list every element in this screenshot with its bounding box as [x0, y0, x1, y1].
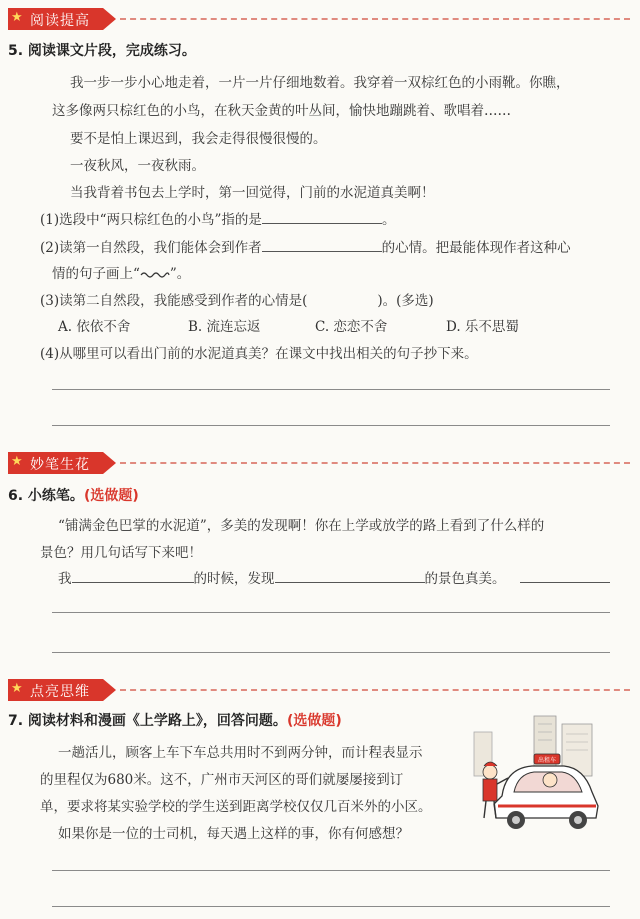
star-icon: ★: [11, 10, 23, 25]
option-d[interactable]: D. 乐不思蜀: [446, 319, 519, 335]
sub-question-3: (3)读第二自然段，我能感受到作者的心情是( )。(多选): [40, 293, 434, 309]
question-line: 如果你是一位的士司机，每天遇上这样的事，你有何感想？: [58, 826, 409, 842]
answer-line[interactable]: [52, 425, 610, 426]
sub-question-4: (4)从哪里可以看出门前的水泥道真美？在课文中找出相关的句子抄下来。: [40, 346, 478, 362]
answer-line[interactable]: [52, 870, 610, 871]
passage-line: 的里程仅为680米。这不，广州市天河区的哥们就屡屡接到订: [40, 772, 404, 788]
fill-sentence: 我 的时候，发现 的景色真美。: [58, 567, 610, 587]
sub-question-1: (1)选段中“两只棕红色的小鸟”指的是 。: [40, 212, 396, 228]
sub-question-2-line2: 情的句子画上“ ”。: [52, 266, 191, 282]
prompt-line: “铺满金色巴掌的水泥道”，多美的发现啊！你在上学或放学的路上看到了什么样的: [58, 518, 545, 534]
answer-blank[interactable]: [520, 570, 610, 583]
question-5-title: 5. 阅读课文片段，完成练习。: [8, 43, 196, 59]
taxi-sign-text: 出租车: [537, 757, 557, 764]
option-a[interactable]: A. 依依不舍: [58, 319, 131, 335]
wavy-underline-icon: [140, 271, 170, 279]
section-title: 点亮思维: [30, 684, 90, 700]
option-c[interactable]: C. 恋恋不舍: [315, 319, 388, 335]
answer-blank[interactable]: [262, 211, 382, 224]
passage-line: 一趟活儿，顾客上车下车总共用时不到两分钟，而计程表显示: [58, 745, 423, 761]
passage-line: 这多像两只棕红色的小鸟，在秋天金黄的叶丛间，愉快地蹦跳着、歌唱着……: [52, 103, 511, 119]
star-icon: ★: [11, 454, 23, 469]
sub-question-2: (2)读第一自然段，我们能体会到作者 的心情。把最能体现作者这种心: [40, 240, 571, 256]
passage-line: 我一步一步小心地走着，一片一片仔细地数着。我穿着一双棕红色的小雨靴。你瞧，: [70, 75, 570, 91]
question-6-title: 6. 小练笔。(选做题): [8, 488, 139, 504]
option-b[interactable]: B. 流连忘返: [188, 319, 261, 335]
taxi-cartoon-illustration: [472, 714, 602, 834]
passage-line: 一夜秋风，一夜秋雨。: [70, 158, 205, 174]
answer-blank[interactable]: [275, 570, 425, 583]
passage-line: 当我背着书包去上学时，第一回觉得，门前的水泥道真美啊！: [70, 185, 435, 201]
section-banner-think: [0, 677, 630, 703]
answer-line[interactable]: [52, 906, 610, 907]
answer-line[interactable]: [52, 612, 610, 613]
section-banner-write: [0, 450, 630, 476]
answer-blank[interactable]: [72, 570, 194, 583]
answer-line[interactable]: [52, 652, 610, 653]
passage-line: 要不是怕上课迟到，我会走得很慢很慢的。: [70, 131, 327, 147]
prompt-line: 景色？用几句话写下来吧！: [40, 545, 202, 561]
section-title: 妙笔生花: [30, 457, 90, 473]
section-title: 阅读提高: [30, 13, 90, 29]
answer-line[interactable]: [52, 389, 610, 390]
answer-blank[interactable]: [262, 239, 382, 252]
passage-line: 单，要求将某实验学校的学生送到距离学校仅仅几百米外的小区。: [40, 799, 432, 815]
star-icon: ★: [11, 681, 23, 696]
question-7-title: 7. 阅读材料和漫画《上学路上》，回答问题。(选做题): [8, 713, 342, 729]
section-banner-read: [0, 6, 630, 32]
